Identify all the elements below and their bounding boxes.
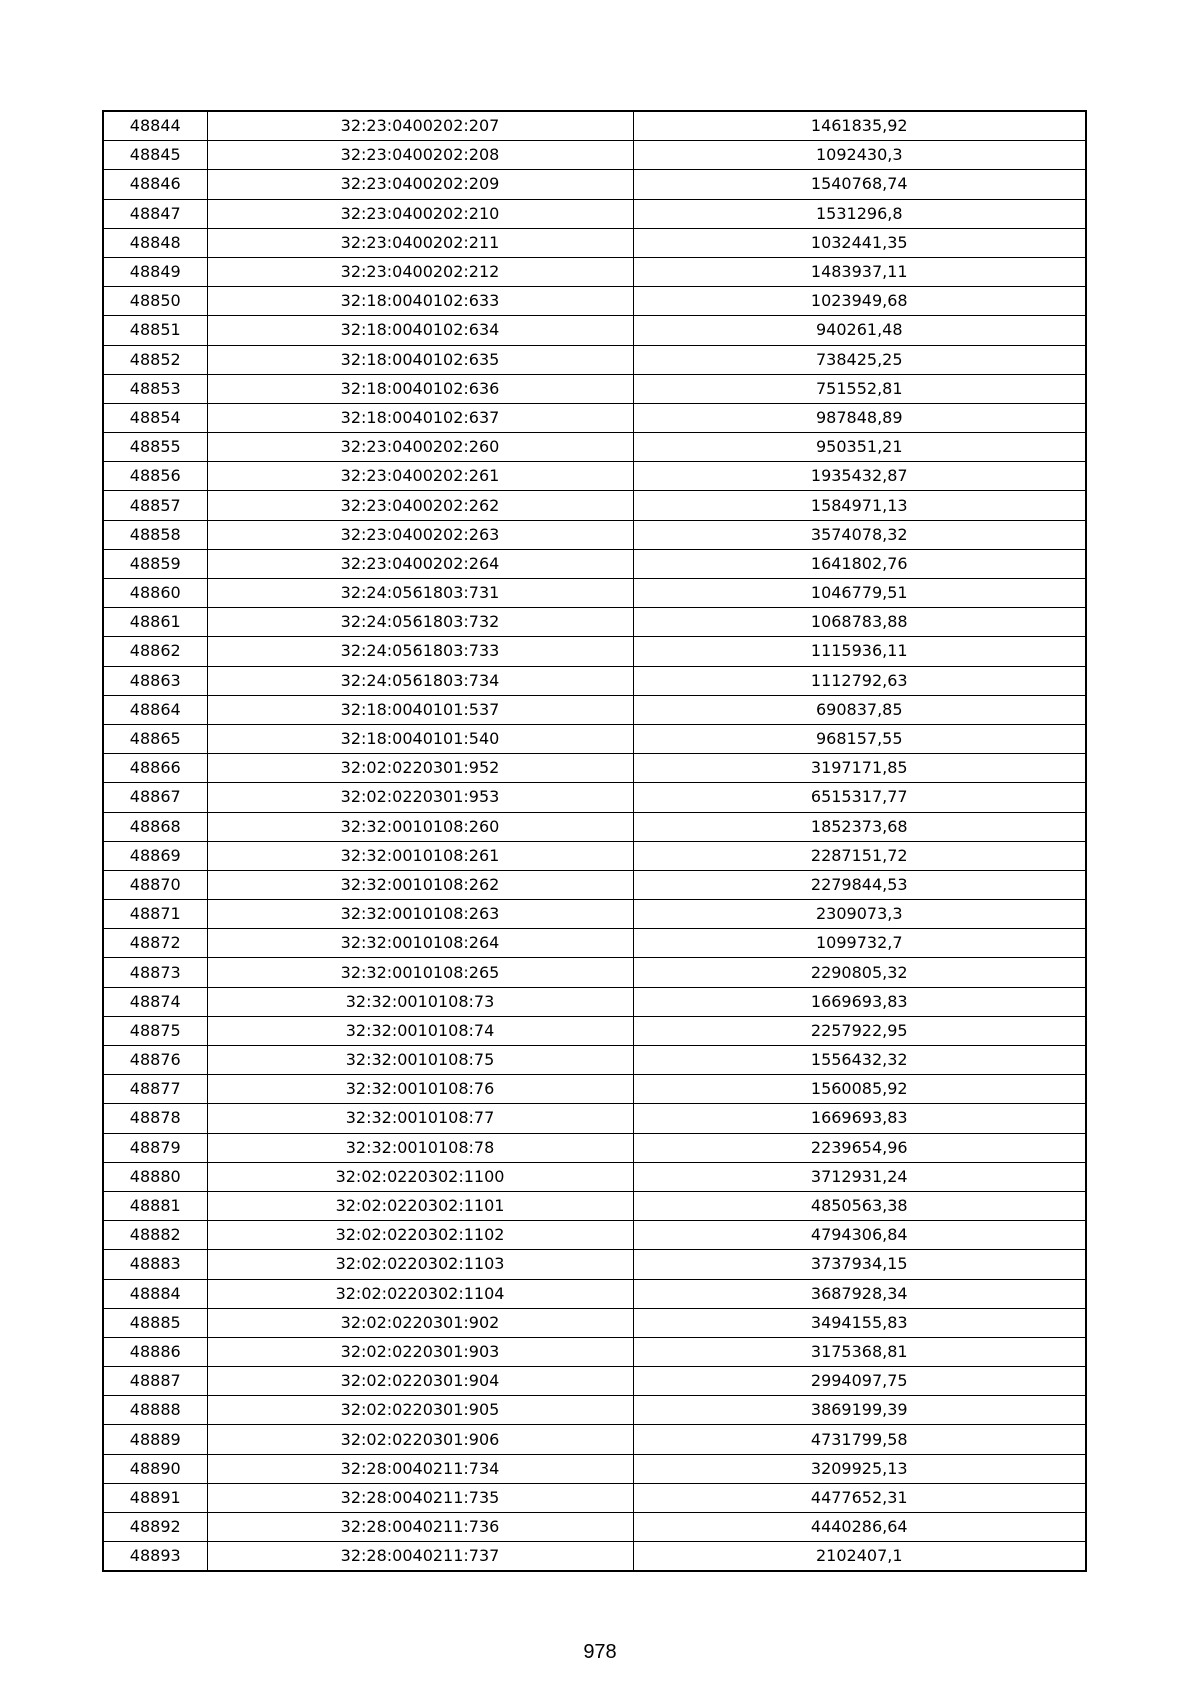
table-row (103, 1454, 1086, 1483)
row-number-cell: 48880 (103, 1162, 207, 1191)
cadastral-number-cell: 32:02:0220301:952 (207, 754, 633, 783)
cadastral-number-cell: 32:24:0561803:732 (207, 608, 633, 637)
table-row (103, 228, 1086, 257)
table-row (103, 1337, 1086, 1366)
cadastral-value-cell: 950351,21 (633, 433, 1086, 462)
row-number-cell: 48851 (103, 316, 207, 345)
cadastral-number-cell: 32:28:0040211:737 (207, 1542, 633, 1572)
cadastral-value-cell: 690837,85 (633, 695, 1086, 724)
row-number-cell: 48862 (103, 637, 207, 666)
cadastral-number-cell: 32:02:0220301:902 (207, 1308, 633, 1337)
table-row (103, 695, 1086, 724)
cadastral-number-cell: 32:28:0040211:736 (207, 1513, 633, 1542)
cadastral-value-cell: 1032441,35 (633, 228, 1086, 257)
table-row (103, 579, 1086, 608)
cadastral-number-cell: 32:32:0010108:77 (207, 1104, 633, 1133)
cadastral-value-cell: 4440286,64 (633, 1513, 1086, 1542)
cadastral-number-cell: 32:23:0400202:261 (207, 462, 633, 491)
table-row (103, 491, 1086, 520)
cadastral-number-cell: 32:23:0400202:211 (207, 228, 633, 257)
row-number-cell: 48886 (103, 1337, 207, 1366)
cadastral-value-cell: 1092430,3 (633, 141, 1086, 170)
cadastral-number-cell: 32:32:0010108:265 (207, 958, 633, 987)
table-row (103, 637, 1086, 666)
row-number-cell: 48869 (103, 841, 207, 870)
cadastral-number-cell: 32:02:0220302:1104 (207, 1279, 633, 1308)
cadastral-value-cell: 940261,48 (633, 316, 1086, 345)
row-number-cell: 48872 (103, 929, 207, 958)
cadastral-value-cell: 751552,81 (633, 374, 1086, 403)
table-row (103, 812, 1086, 841)
table-row (103, 666, 1086, 695)
cadastral-number-cell: 32:23:0400202:262 (207, 491, 633, 520)
row-number-cell: 48887 (103, 1367, 207, 1396)
table-row (103, 549, 1086, 578)
table-row (103, 1075, 1086, 1104)
cadastral-value-cell: 1112792,63 (633, 666, 1086, 695)
table-row (103, 724, 1086, 753)
table-row (103, 783, 1086, 812)
table-body (103, 111, 1086, 1571)
cadastral-number-cell: 32:32:0010108:75 (207, 1046, 633, 1075)
row-number-cell: 48848 (103, 228, 207, 257)
row-number-cell: 48864 (103, 695, 207, 724)
cadastral-value-cell: 1540768,74 (633, 170, 1086, 199)
cadastral-value-cell: 1531296,8 (633, 199, 1086, 228)
cadastral-value-cell: 4794306,84 (633, 1221, 1086, 1250)
row-number-cell: 48855 (103, 433, 207, 462)
cadastral-value-cell: 3197171,85 (633, 754, 1086, 783)
cadastral-number-cell: 32:23:0400202:207 (207, 111, 633, 141)
cadastral-value-cell: 987848,89 (633, 403, 1086, 432)
cadastral-number-cell: 32:02:0220301:906 (207, 1425, 633, 1454)
cadastral-value-cell: 2239654,96 (633, 1133, 1086, 1162)
table-row (103, 345, 1086, 374)
table-row (103, 1513, 1086, 1542)
table-row (103, 141, 1086, 170)
table-row (103, 1308, 1086, 1337)
table-row (103, 462, 1086, 491)
cadastral-number-cell: 32:23:0400202:210 (207, 199, 633, 228)
cadastral-value-cell: 738425,25 (633, 345, 1086, 374)
cadastral-value-cell: 3175368,81 (633, 1337, 1086, 1366)
cadastral-number-cell: 32:23:0400202:208 (207, 141, 633, 170)
row-number-cell: 48883 (103, 1250, 207, 1279)
row-number-cell: 48885 (103, 1308, 207, 1337)
cadastral-value-cell: 1046779,51 (633, 579, 1086, 608)
page-number: 978 (583, 1641, 617, 1663)
table-row (103, 841, 1086, 870)
cadastral-value-cell: 1669693,83 (633, 987, 1086, 1016)
cadastral-value-cell: 2994097,75 (633, 1367, 1086, 1396)
table-row (103, 929, 1086, 958)
row-number-cell: 48882 (103, 1221, 207, 1250)
table-row (103, 1191, 1086, 1220)
cadastral-value-cell: 3687928,34 (633, 1279, 1086, 1308)
cadastral-number-cell: 32:02:0220301:904 (207, 1367, 633, 1396)
cadastral-value-cell: 3209925,13 (633, 1454, 1086, 1483)
cadastral-value-cell: 1461835,92 (633, 111, 1086, 141)
cadastral-value-cell: 1852373,68 (633, 812, 1086, 841)
cadastral-number-cell: 32:32:0010108:262 (207, 870, 633, 899)
table-row (103, 1250, 1086, 1279)
cadastral-number-cell: 32:18:0040101:537 (207, 695, 633, 724)
cadastral-number-cell: 32:02:0220302:1101 (207, 1191, 633, 1220)
table-row (103, 1396, 1086, 1425)
table-row (103, 1046, 1086, 1075)
cadastral-value-cell: 1669693,83 (633, 1104, 1086, 1133)
table-row (103, 900, 1086, 929)
row-number-cell: 48859 (103, 549, 207, 578)
table-row (103, 199, 1086, 228)
row-number-cell: 48865 (103, 724, 207, 753)
cadastral-value-cell: 4731799,58 (633, 1425, 1086, 1454)
cadastral-number-cell: 32:18:0040102:634 (207, 316, 633, 345)
cadastral-number-cell: 32:23:0400202:212 (207, 257, 633, 286)
cadastral-number-cell: 32:28:0040211:735 (207, 1483, 633, 1512)
row-number-cell: 48893 (103, 1542, 207, 1572)
cadastral-number-cell: 32:32:0010108:74 (207, 1016, 633, 1045)
table-row (103, 433, 1086, 462)
table-row (103, 257, 1086, 286)
table-row (103, 1542, 1086, 1572)
cadastral-number-cell: 32:02:0220301:903 (207, 1337, 633, 1366)
cadastral-number-cell: 32:23:0400202:263 (207, 520, 633, 549)
row-number-cell: 48873 (103, 958, 207, 987)
row-number-cell: 48846 (103, 170, 207, 199)
cadastral-number-cell: 32:18:0040102:637 (207, 403, 633, 432)
table-row (103, 870, 1086, 899)
row-number-cell: 48852 (103, 345, 207, 374)
cadastral-value-cell: 6515317,77 (633, 783, 1086, 812)
cadastral-value-cell: 968157,55 (633, 724, 1086, 753)
cadastral-value-cell: 2309073,3 (633, 900, 1086, 929)
row-number-cell: 48891 (103, 1483, 207, 1512)
cadastral-value-cell: 3494155,83 (633, 1308, 1086, 1337)
cadastral-number-cell: 32:24:0561803:733 (207, 637, 633, 666)
row-number-cell: 48856 (103, 462, 207, 491)
cadastral-value-table (102, 110, 1087, 1572)
cadastral-number-cell: 32:02:0220301:953 (207, 783, 633, 812)
table-row (103, 608, 1086, 637)
cadastral-number-cell: 32:32:0010108:264 (207, 929, 633, 958)
table-row (103, 111, 1086, 141)
table-row (103, 374, 1086, 403)
row-number-cell: 48849 (103, 257, 207, 286)
table-row (103, 1483, 1086, 1512)
cadastral-number-cell: 32:18:0040101:540 (207, 724, 633, 753)
cadastral-value-cell: 1641802,76 (633, 549, 1086, 578)
row-number-cell: 48888 (103, 1396, 207, 1425)
table-row (103, 754, 1086, 783)
table-row (103, 1133, 1086, 1162)
row-number-cell: 48892 (103, 1513, 207, 1542)
cadastral-number-cell: 32:24:0561803:734 (207, 666, 633, 695)
row-number-cell: 48877 (103, 1075, 207, 1104)
row-number-cell: 48889 (103, 1425, 207, 1454)
row-number-cell: 48870 (103, 870, 207, 899)
table-row (103, 520, 1086, 549)
cadastral-number-cell: 32:32:0010108:76 (207, 1075, 633, 1104)
table-row (103, 170, 1086, 199)
cadastral-number-cell: 32:23:0400202:264 (207, 549, 633, 578)
row-number-cell: 48879 (103, 1133, 207, 1162)
row-number-cell: 48863 (103, 666, 207, 695)
row-number-cell: 48850 (103, 287, 207, 316)
cadastral-value-cell: 1584971,13 (633, 491, 1086, 520)
cadastral-number-cell: 32:32:0010108:78 (207, 1133, 633, 1162)
cadastral-number-cell: 32:18:0040102:633 (207, 287, 633, 316)
cadastral-number-cell: 32:23:0400202:209 (207, 170, 633, 199)
cadastral-value-cell: 3737934,15 (633, 1250, 1086, 1279)
cadastral-number-cell: 32:24:0561803:731 (207, 579, 633, 608)
cadastral-value-cell: 1023949,68 (633, 287, 1086, 316)
row-number-cell: 48881 (103, 1191, 207, 1220)
cadastral-number-cell: 32:18:0040102:636 (207, 374, 633, 403)
row-number-cell: 48884 (103, 1279, 207, 1308)
row-number-cell: 48890 (103, 1454, 207, 1483)
row-number-cell: 48845 (103, 141, 207, 170)
cadastral-value-cell: 1483937,11 (633, 257, 1086, 286)
cadastral-value-cell: 2102407,1 (633, 1542, 1086, 1572)
table-row (103, 316, 1086, 345)
cadastral-number-cell: 32:32:0010108:260 (207, 812, 633, 841)
table-row (103, 1425, 1086, 1454)
cadastral-number-cell: 32:02:0220302:1102 (207, 1221, 633, 1250)
table-row (103, 1104, 1086, 1133)
cadastral-value-cell: 3869199,39 (633, 1396, 1086, 1425)
cadastral-number-cell: 32:18:0040102:635 (207, 345, 633, 374)
cadastral-value-cell: 1935432,87 (633, 462, 1086, 491)
cadastral-value-cell: 1115936,11 (633, 637, 1086, 666)
cadastral-value-cell: 1560085,92 (633, 1075, 1086, 1104)
cadastral-number-cell: 32:02:0220301:905 (207, 1396, 633, 1425)
row-number-cell: 48844 (103, 111, 207, 141)
row-number-cell: 48875 (103, 1016, 207, 1045)
row-number-cell: 48858 (103, 520, 207, 549)
row-number-cell: 48871 (103, 900, 207, 929)
table-row (103, 1016, 1086, 1045)
row-number-cell: 48860 (103, 579, 207, 608)
row-number-cell: 48867 (103, 783, 207, 812)
cadastral-number-cell: 32:02:0220302:1100 (207, 1162, 633, 1191)
table-row (103, 1367, 1086, 1396)
table-row (103, 1162, 1086, 1191)
cadastral-value-cell: 1068783,88 (633, 608, 1086, 637)
table-row (103, 287, 1086, 316)
cadastral-value-cell: 2287151,72 (633, 841, 1086, 870)
cadastral-value-cell: 2257922,95 (633, 1016, 1086, 1045)
cadastral-number-cell: 32:32:0010108:261 (207, 841, 633, 870)
cadastral-value-cell: 4850563,38 (633, 1191, 1086, 1220)
row-number-cell: 48874 (103, 987, 207, 1016)
table-row (103, 403, 1086, 432)
table-row (103, 958, 1086, 987)
cadastral-number-cell: 32:28:0040211:734 (207, 1454, 633, 1483)
row-number-cell: 48876 (103, 1046, 207, 1075)
row-number-cell: 48857 (103, 491, 207, 520)
row-number-cell: 48866 (103, 754, 207, 783)
row-number-cell: 48868 (103, 812, 207, 841)
cadastral-number-cell: 32:02:0220302:1103 (207, 1250, 633, 1279)
cadastral-number-cell: 32:32:0010108:263 (207, 900, 633, 929)
row-number-cell: 48861 (103, 608, 207, 637)
table-row (103, 1279, 1086, 1308)
cadastral-value-cell: 3574078,32 (633, 520, 1086, 549)
row-number-cell: 48878 (103, 1104, 207, 1133)
cadastral-value-cell: 1099732,7 (633, 929, 1086, 958)
cadastral-value-cell: 2279844,53 (633, 870, 1086, 899)
table-row (103, 987, 1086, 1016)
cadastral-value-cell: 4477652,31 (633, 1483, 1086, 1512)
cadastral-value-cell: 1556432,32 (633, 1046, 1086, 1075)
table-row (103, 1221, 1086, 1250)
cadastral-number-cell: 32:32:0010108:73 (207, 987, 633, 1016)
cadastral-number-cell: 32:23:0400202:260 (207, 433, 633, 462)
row-number-cell: 48854 (103, 403, 207, 432)
cadastral-value-cell: 3712931,24 (633, 1162, 1086, 1191)
row-number-cell: 48847 (103, 199, 207, 228)
row-number-cell: 48853 (103, 374, 207, 403)
cadastral-value-cell: 2290805,32 (633, 958, 1086, 987)
